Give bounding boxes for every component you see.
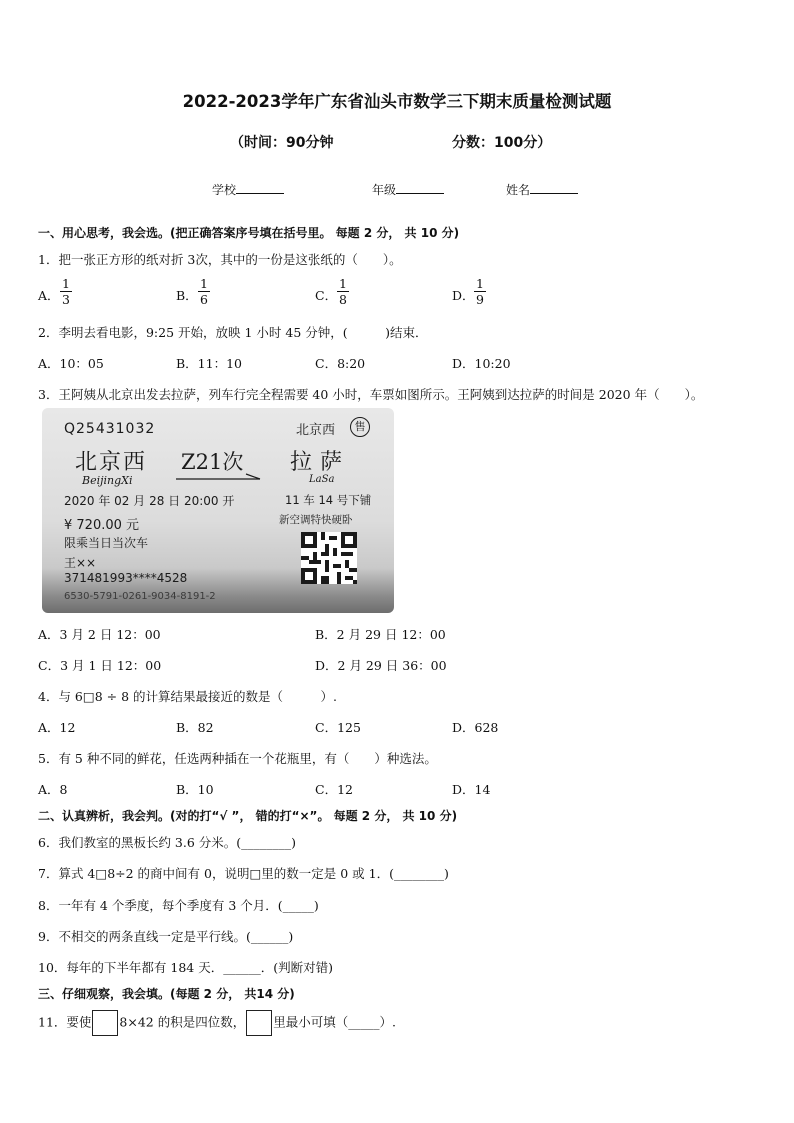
- q2-option-c: C．8:20: [315, 356, 366, 371]
- ticket-validity: 限乘当日当次车: [64, 536, 149, 550]
- question-1: 1．把一张正方形的纸对折 3次，其中的一份是这张纸的（ ）。: [38, 252, 402, 267]
- fraction-numerator: 1: [339, 276, 347, 291]
- exam-time: （时间：90分钟: [230, 135, 334, 151]
- name-label: 姓名: [506, 183, 531, 197]
- section-1-heading: 一、用心思考，我会选。(把正确答案序号填在括号里。 每题 2 分， 共 10 分): [38, 226, 460, 240]
- qr-code-icon: [301, 532, 357, 584]
- ticket-serial: 6530-5791-0261-9034-8191-2: [64, 591, 216, 602]
- question-5: 5．有 5 种不同的鲜花，任选两种插在一个花瓶里，有（ ）种选法。: [38, 751, 437, 766]
- q1-option-a-label: A．: [38, 288, 60, 303]
- exam-score: 分数：100分）: [452, 135, 552, 151]
- ticket-seat: 11 车 14 号下铺: [285, 493, 372, 507]
- q1-option-a-fraction: [60, 276, 72, 307]
- question-6: 6．我们教室的黑板长约 3.6 分米。(________): [38, 835, 297, 850]
- q1-option-b-fraction: [198, 276, 210, 307]
- q1-option-c-fraction: [337, 276, 349, 307]
- q3-option-d: D．2 月 29 日 36：00: [315, 658, 447, 673]
- fraction-numerator: 1: [62, 276, 70, 291]
- question-9: 9．不相交的两条直线一定是平行线。(______): [38, 929, 294, 944]
- ticket-departure: 北京西: [75, 450, 148, 475]
- q11-prefix: 11．要使: [38, 1014, 92, 1030]
- q2-option-a: A．10：05: [38, 356, 104, 371]
- q3-option-b: B．2 月 29 日 12：00: [315, 627, 446, 642]
- q11-suffix: 里最小可填（_____）.: [273, 1014, 396, 1030]
- q5-option-c: C．12: [315, 782, 353, 797]
- ticket-issuing-station: 北京西: [296, 423, 336, 438]
- name-blank: [530, 181, 578, 194]
- grade-label: 年级: [372, 183, 397, 197]
- fraction-numerator: 1: [476, 276, 484, 291]
- ticket-id-number: 371481993****4528: [64, 571, 188, 585]
- q4-option-b: B．82: [176, 720, 214, 735]
- fraction-denominator: 9: [476, 292, 484, 307]
- name-field: [506, 181, 578, 198]
- page-title: 2022-2023学年广东省汕头市数学三下期末质量检测试题: [182, 92, 612, 111]
- ticket-price: ¥ 720.00 元: [64, 518, 140, 533]
- q3-option-a: A．3 月 2 日 12：00: [38, 627, 161, 642]
- question-11: [38, 1010, 396, 1036]
- fraction-denominator: 6: [200, 292, 208, 307]
- ticket-passenger: 王××: [64, 556, 97, 570]
- ticket-sold-mark: 售: [350, 417, 370, 437]
- q2-option-d: D．10:20: [452, 356, 511, 371]
- q3-option-c: C．3 月 1 日 12：00: [38, 658, 162, 673]
- q5-option-b: B．10: [176, 782, 214, 797]
- question-10: 10．每年的下半年都有 184 天．______．(判断对错): [38, 960, 333, 975]
- ticket-datetime: 2020 年 02 月 28 日 20:00 开: [64, 494, 235, 508]
- q2-option-b: B．11：10: [176, 356, 242, 371]
- section-3-heading: 三、仔细观察，我会填。(每题 2 分， 共14 分): [38, 987, 295, 1001]
- fraction-denominator: 8: [339, 292, 347, 307]
- fraction-denominator: 3: [62, 292, 70, 307]
- q4-option-c: C．125: [315, 720, 361, 735]
- question-2: 2．李明去看电影，9:25 开始，放映 1 小时 45 分钟，( )结束．: [38, 325, 428, 340]
- grade-blank: [396, 181, 444, 194]
- q1-option-d-label: D．: [452, 288, 475, 303]
- train-ticket-image: [42, 408, 394, 613]
- ticket-destination: 拉萨: [290, 450, 351, 475]
- q5-option-a: A．8: [38, 782, 68, 797]
- school-blank: [236, 181, 284, 194]
- fraction-numerator: 1: [200, 276, 208, 291]
- q4-option-d: D．628: [452, 720, 499, 735]
- q1-option-d-fraction: [474, 276, 486, 307]
- school-field: [212, 181, 284, 198]
- section-2-heading: 二、认真辨析，我会判。(对的打“√ ”， 错的打“×”。 每题 2 分， 共 10 分): [38, 809, 458, 823]
- ticket-destination-pinyin: LaSa: [309, 474, 335, 485]
- ticket-arrow-icon: [176, 473, 262, 481]
- grade-field: [372, 181, 444, 198]
- question-3: 3．王阿姨从北京出发去拉萨，列车行完全程需要 40 小时，车票如图所示。王阿姨到达拉萨的时间是 2020 年（ ）。: [38, 387, 704, 402]
- ticket-carriage-type: 新空调特快硬卧: [279, 514, 353, 526]
- q1-option-b-label: B．: [176, 288, 198, 303]
- question-8: 8．一年有 4 个季度，每个季度有 3 个月．(_____): [38, 898, 319, 913]
- question-7: 7．算式 4□8÷2 的商中间有 0，说明□里的数一定是 0 或 1．(________): [38, 866, 449, 881]
- ticket-id: Q25431032: [64, 421, 156, 437]
- q11-blank-box-2: [246, 1010, 272, 1036]
- q11-blank-box: [92, 1010, 118, 1036]
- ticket-departure-pinyin: BeijingXi: [82, 474, 133, 487]
- question-4: 4．与 6□8 ÷ 8 的计算结果最接近的数是（ ）.: [38, 689, 337, 704]
- q5-option-d: D．14: [452, 782, 491, 797]
- q1-option-c-label: C．: [315, 288, 338, 303]
- q11-middle: 8×42 的积是四位数，: [119, 1014, 246, 1030]
- q4-option-a: A．12: [38, 720, 76, 735]
- school-label: 学校: [212, 183, 237, 197]
- ticket-train-number: Z21次: [181, 450, 244, 474]
